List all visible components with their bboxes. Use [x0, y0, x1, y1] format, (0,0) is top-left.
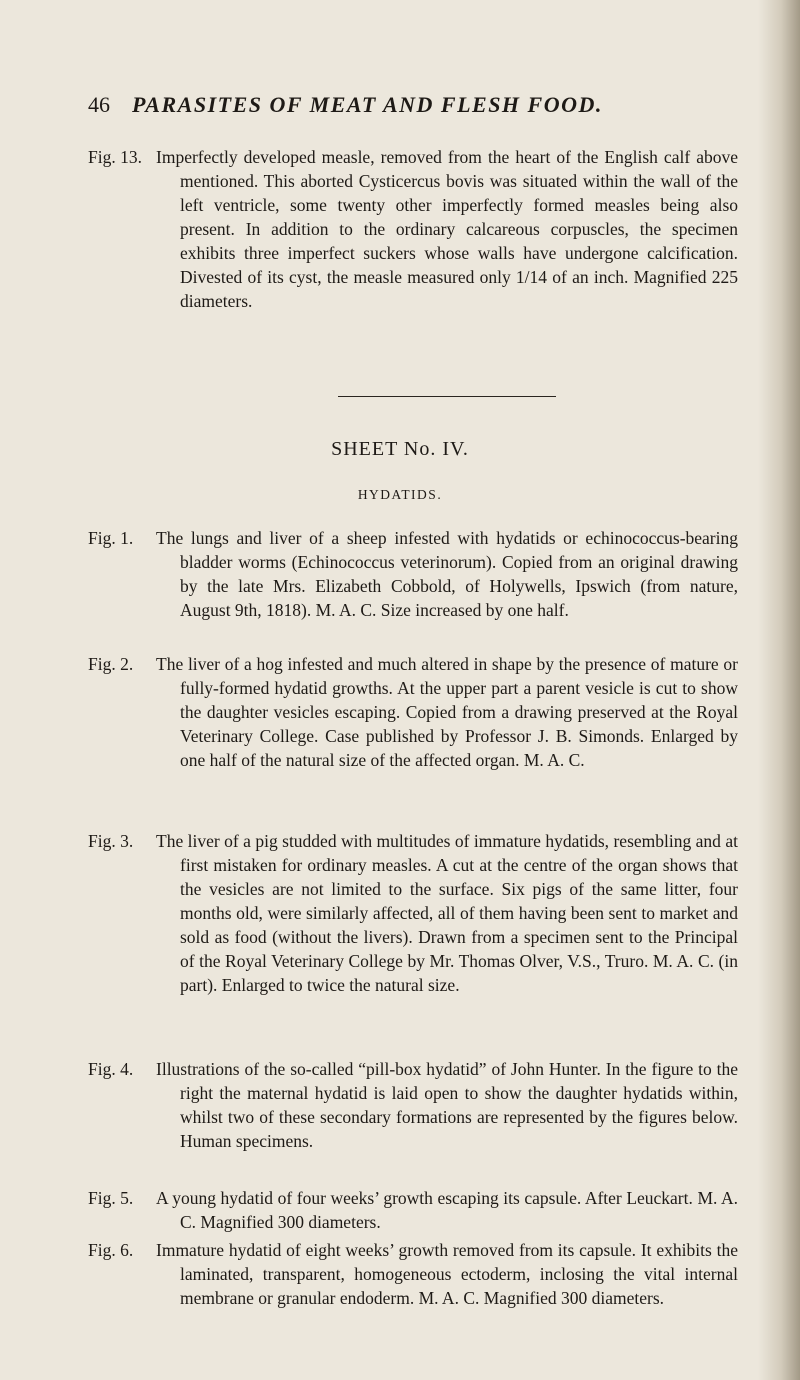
section-title: HYDATIDS. — [357, 487, 443, 502]
figure-entry-13 — [88, 145, 738, 313]
figure-entry-2 — [88, 652, 738, 772]
sheet-title: SHEET No. IV. — [331, 438, 469, 460]
figure-description: The liver of a pig studded with multitudes of immature hydatids, resembling and at first mistaken for ordinary measles. A cut at the centre of the organ shows that the vesicles are not limited to the surface. Six pigs of the same litter, four months old, were similarly affected, all of them having been sent to market and sold as food (without the livers). Drawn from a specimen sent to the Principal of the Royal Veterinary College by Mr. Thomas Olver, V.S., Truro. M. A. C. (in part). Enlarged to twice the natural size. — [156, 831, 738, 995]
figure-label: Fig. 3. — [88, 831, 134, 851]
figure-entry-5 — [88, 1186, 738, 1234]
figure-entry-1 — [88, 526, 738, 622]
figure-description: Imperfectly developed measle, removed from the heart of the English calf above mentioned. This aborted Cysticercus bovis was situated within the wall of the left ventricle, some twenty other imperfectly formed measles being also present. In addition to the ordinary calcareous corpuscles, the specimen exhibits three imperfect suckers whose walls have undergone calcification. Divested of its cyst, the measle measured only 1/14 of an inch. Magnified 225 diameters. — [156, 147, 738, 311]
page-header — [88, 92, 728, 118]
figure-entry-4 — [88, 1057, 738, 1153]
figure-entry-3 — [88, 829, 738, 997]
figure-label: Fig. 4. — [88, 1059, 134, 1079]
figure-label: Fig. 13. — [88, 147, 142, 167]
page-gutter-shadow — [758, 0, 800, 1380]
section-divider — [338, 396, 556, 397]
figure-label: Fig. 6. — [88, 1240, 134, 1260]
figure-description: A young hydatid of four weeks’ growth escaping its capsule. After Leuckart. M. A. C. Magnified 300 diameters. — [156, 1188, 738, 1232]
figure-label: Fig. 5. — [88, 1188, 134, 1208]
figure-description: Illustrations of the so-called “pill-box hydatid” of John Hunter. In the figure to the right the maternal hydatid is laid open to show the daughter hydatids within, whilst two of these secondary formations are represented by the figures below. Human specimens. — [156, 1059, 738, 1151]
figure-label: Fig. 1. — [88, 528, 134, 548]
figure-description: Immature hydatid of eight weeks’ growth removed from its capsule. It exhibits the laminated, transparent, homogeneous ectoderm, inclosing the vital internal membrane or granular endoderm. M. A. C. Magnified 300 diameters. — [156, 1240, 738, 1308]
figure-description: The liver of a hog infested and much altered in shape by the presence of mature or fully-formed hydatid growths. At the upper part a parent vesicle is cut to show the daughter vesicles escaping. Copied from a drawing preserved at the Royal Veterinary College. Case published by Professor J. B. Simonds. Enlarged by one half of the natural size of the affected organ. M. A. C. — [156, 654, 738, 770]
running-head: PARASITES OF MEAT AND FLESH FOOD. — [132, 92, 603, 117]
figure-description: The lungs and liver of a sheep infested with hydatids or echinococcus-bearing bladder worms (Echinococcus veterinorum). Copied from an original drawing by the late Mrs. Elizabeth Cobbold, of Holywells, Ipswich (from nature, August 9th, 1818). M. A. C. Size increased by one half. — [156, 528, 738, 620]
figure-entry-6 — [88, 1238, 738, 1310]
figure-label: Fig. 2. — [88, 654, 134, 674]
page-number: 46 — [88, 92, 110, 117]
